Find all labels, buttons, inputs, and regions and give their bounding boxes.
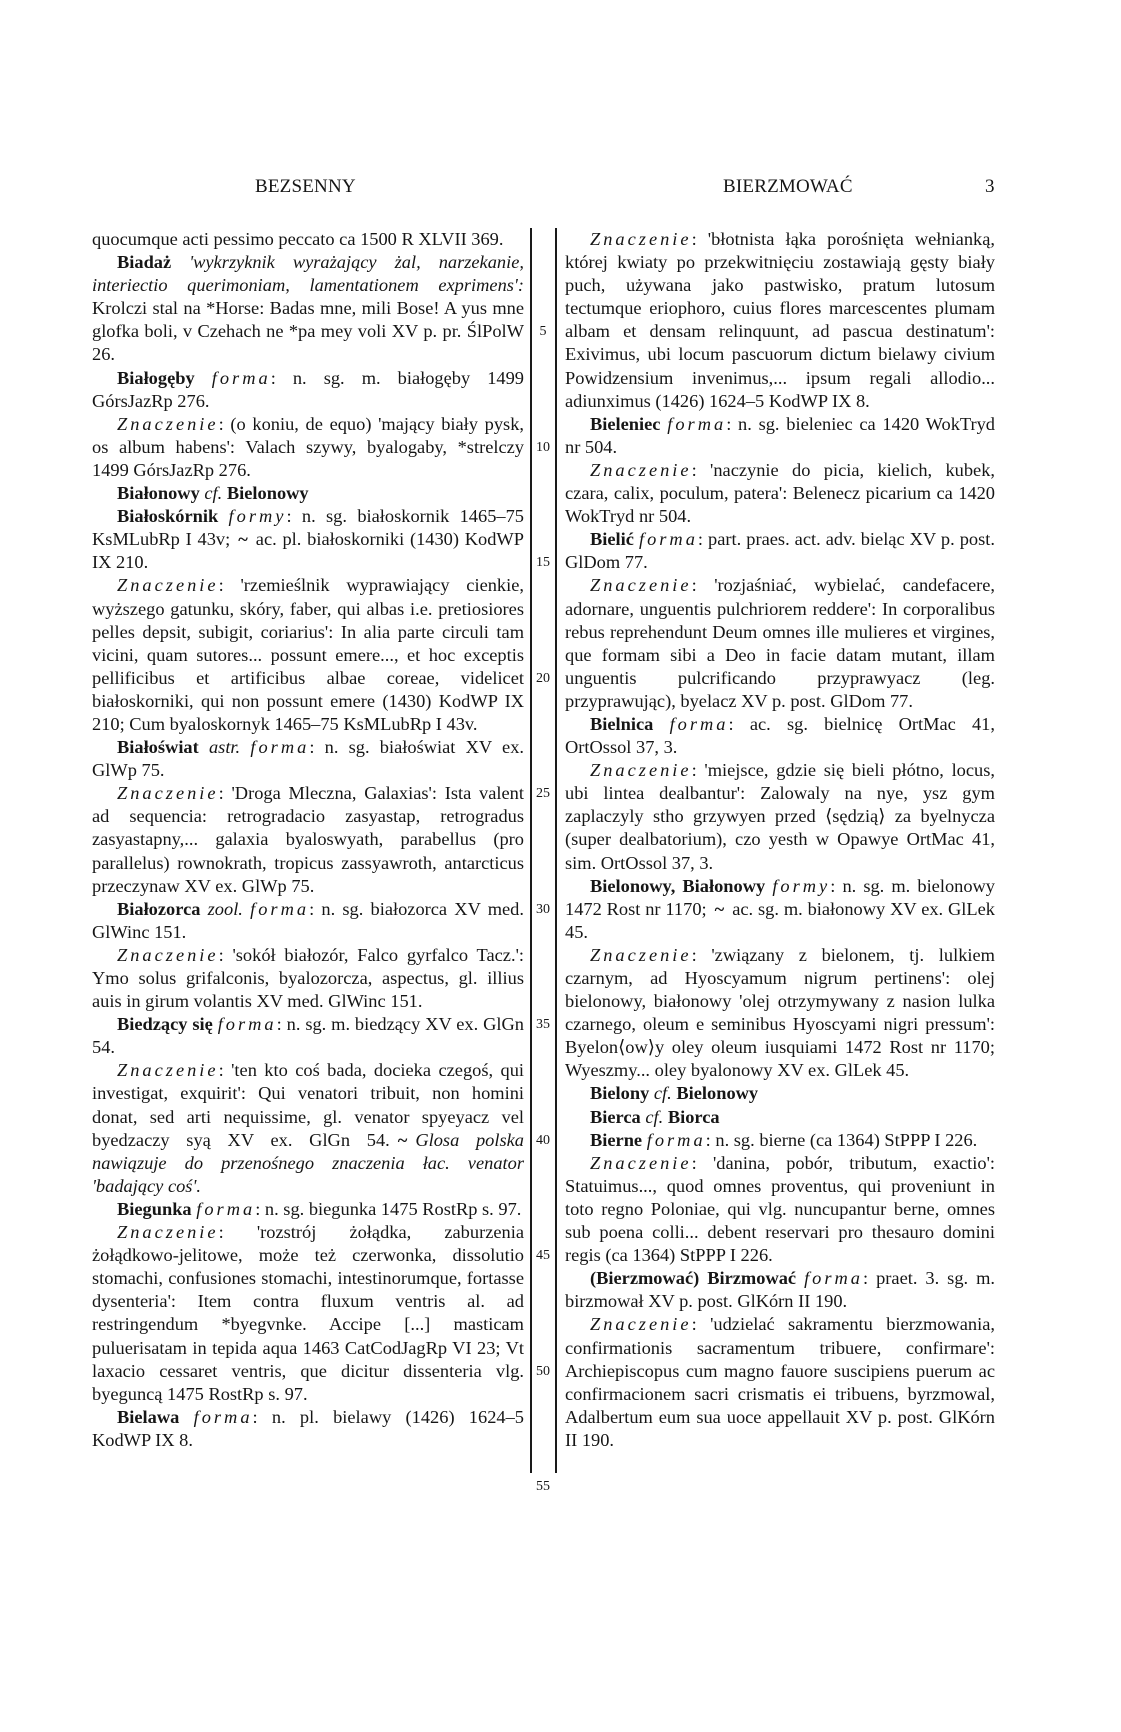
entry-bialoskornik: Białoskórnik formy: n. sg. białoskornik 1465–75 KsMLubRp I 43v; ~ ac. pl. białoskorniki (1430) KodWP IX 210. [92, 506, 524, 573]
running-head-right: BIERZMOWAĆ [723, 176, 853, 197]
forma-text: n. sg. białozorca XV med. GlWinc 151. [92, 898, 524, 942]
entry-bialogeby: Białogęby forma: n. sg. m. białogęby 1499 GórsJazRp 276. [92, 367, 524, 411]
znaczenie-label: Znaczenie [117, 1222, 219, 1243]
entry-biedzacy-sie: Biedzący się forma: n. sg. m. biedzący XV ex. GlGn 54. [92, 1014, 524, 1058]
entry-bierne: Bierne forma: n. sg. bierne (ca 1364) StPPP I 226. [590, 1129, 978, 1150]
forma-label: forma [669, 713, 729, 734]
znaczenie-bialoskornik: Znaczenie: 'rzemieślnik wyprawiający cienkie, wyższego gatunku, skóry, faber, qui albas i.e. pretiosiores pelles depsit, subigit, coriarius': In alia parte circuli tam vicini, quam sutores... possunt emere..., et hoc exceptis pellificibus et artificibus albae coreae, videlicet białoskorniki, qui non possunt emere (1430) KodWP IX 210; Cum byaloskornyk 1465–75 KsMLubRp I 43v. [92, 575, 524, 734]
crossref-target[interactable]: Bielonowy [676, 1083, 759, 1104]
znaczenie-label: Znaczenie [590, 760, 692, 781]
line-number: 5 [539, 324, 547, 340]
tilde-separator: ~ [714, 898, 725, 919]
tilde-separator: ~ [238, 529, 248, 550]
znaczenie-label: Znaczenie [590, 229, 692, 249]
crossref: cf. [653, 1083, 672, 1104]
znaczenie-bialoswiat: Znaczenie: 'Droga Mleczna, Galaxias': Ista valent ad sequencia: retrogradacio zasyastap, retrogradus zasyastapny,... galaxia byaloswyath, parabellus (pro parallelus) rownokrath, tropicus zassyawroth, antarcticus przeczynaw XV ex. GlWp 75. [92, 783, 524, 896]
znaczenie-text: 'miejsce, gdzie się bieli płótno, locus, ubi lintea dealbantur': Zalowaly na nye, ysz gym zaplaczyly stho grzywyen przed ⟨sędzią⟩ za byelnycza (super dealbatorium), czo yesth w Opawye OrtMac 41, sim. OrtOssol 37, 3. [565, 760, 995, 873]
znaczenie-text: (o koniu, de equo) 'mający biały pysk, os album habens': Valach szywy, byalogaby, *strelczy 1499 GórsJazRp 276. [92, 413, 524, 480]
entry-bielawa: Bielawa forma: n. pl. bielawy (1426) 1624–5 KodWP IX 8. [92, 1406, 524, 1450]
forma-text: n. sg. bierne (ca 1364) StPPP I 226. [715, 1129, 978, 1150]
line-number: 15 [536, 555, 550, 571]
znaczenie-bierzmowac: Znaczenie: 'udzielać sakramentu bierzmowania, confirmationis sacramentum tribuere, confirmare': Archiepiscopus cum magno fauore suscipiens puerum ac confirmacionem sacri crismatis ei tribuens, byrzmowal, Adalbertum eum sua uoce appellauit XV p. post. GlKórn II 190. [565, 1314, 995, 1450]
headword: Białozorca [117, 898, 201, 919]
line-number: 20 [536, 670, 550, 686]
znaczenie-label: Znaczenie [117, 413, 219, 434]
entry-bieleniec: Bieleniec forma: n. sg. bieleniec ca 1420 WokTryd nr 504. [565, 413, 995, 457]
znaczenie-text: 'Droga Mleczna, Galaxias': Ista valent ad sequencia: retrogradacio zasyastap, retrogradus zasyastapny,... galaxia byaloswyath, parabellus (pro parallelus) rownokrath, tropicus zassyawroth, antarcticus przeczynaw XV ex. GlWp 75. [92, 783, 524, 896]
line-number: 25 [536, 786, 550, 802]
entry-bielic: Bielić forma: part. praes. act. adv. bieląc XV p. post. GlDom 77. [565, 529, 995, 573]
forma-text: n. pl. bielawy (1426) 1624–5 KodWP IX 8. [92, 1406, 524, 1450]
headword: Bielonowy, Białonowy [590, 875, 766, 896]
znaczenie-bialozorca: Znaczenie: 'sokół białozór, Falco gyrfalco Tacz.': Ymo solus grifalconis, byalozorcza, aspectus, gl. illius auis in girum volantis XV med. GlWinc 151. [92, 944, 524, 1012]
forma-label: forma [217, 1014, 277, 1035]
forma-label: forma [193, 1406, 253, 1427]
page-number: 3 [985, 176, 995, 197]
znaczenie-text: 'naczynie do picia, kielich, kubek, czara, calix, poculum, patera': Belenecz picarium ca 1420 WokTryd nr 504. [565, 459, 995, 527]
forma-label: forma [196, 1198, 256, 1219]
formy-text: n. sg. białoskornik 1465–75 KsMLubRp I 43v; [92, 506, 524, 550]
left-column [92, 228, 524, 1452]
znaczenie-bielnica: Znaczenie: 'miejsce, gdzie się bieli płótno, locus, ubi lintea dealbantur': Zalowaly na nye, ysz gym zaplaczyly stho grzywyen przed ⟨sędzią⟩ za byelnycza (super dealbatorium), czo yesth w Opawye OrtMac 41, sim. OrtOssol 37, 3. [565, 760, 995, 873]
line-number: 45 [536, 1248, 550, 1264]
line-number: 10 [536, 439, 550, 455]
forma-label: forma [804, 1268, 864, 1289]
line-number: 40 [536, 1132, 550, 1148]
forma-text: part. praes. act. adv. bieląc XV p. post. GlDom 77. [565, 529, 995, 573]
headword: Białoskórnik [117, 506, 219, 527]
znaczenie-label: Znaczenie [590, 575, 692, 596]
formy-text: n. sg. m. bielonowy 1472 Rost nr 1170; [565, 875, 996, 919]
entry-biegunka: Biegunka forma: n. sg. biegunka 1475 RostRp s. 97. [117, 1198, 522, 1219]
running-head-left: BEZSENNY [255, 176, 356, 197]
formy-text-2: ac. pl. białoskorniki (1430) KodWP IX 210. [92, 529, 524, 573]
line-number: 55 [536, 1479, 550, 1495]
forma-text: n. sg. m. biedzący XV ex. GlGn 54. [92, 1014, 524, 1058]
headword: Bielony [590, 1083, 650, 1104]
forma-text: ac. sg. bielnicę OrtMac 41, OrtOssol 37, 3. [565, 713, 995, 758]
znaczenie-text: 'rzemieślnik wyprawiający cienkie, wyższego gatunku, skóry, faber, qui albas i.e. pretiosiores pelles depsit, subigit, coriarius': In alia parte circuli tam vicini, quam sutores... possunt emere..., et hoc exceptis pellificibus et artificibus albae coreae, videlicet białoskorniki, qui non possunt emere (1430) KodWP IX 210; Cum byaloskornyk 1465–75 KsMLubRp I 43v. [92, 575, 524, 734]
qualifier: zool. [207, 898, 243, 919]
znaczenie-bieleniec: Znaczenie: 'naczynie do picia, kielich, kubek, czara, calix, poculum, patera': Belenecz picarium ca 1420 WokTryd nr 504. [565, 459, 995, 527]
entry-bialonowy [92, 482, 524, 505]
forma-text: n. sg. bieleniec ca 1420 WokTryd nr 504. [565, 413, 995, 457]
definition: 'wykrzyknik wyrażający żal, narzekanie, interiectio querimoniam, lamentationem exprimens': [92, 252, 524, 296]
forma-label: forma [211, 367, 271, 388]
znaczenie-label: Znaczenie [590, 459, 692, 480]
znaczenie-text: 'rozstrój żołądka, zaburzenia żołądkowo-jelitowe, może też czerwonka, dissolutio stomachi, confusiones stomachi, intestinorumque, fortasse dysenteria': Item contra fluxum ventris al. ad restringendum *byegvnke. Accipe [...] masticam puluerisatam in tepida aqua 1463 CatCodJagRp VI 23; Vt laxacio cessaret ventris, que dicitur dissenteria vlg. byeguncą 1475 RostRp s. 97. [92, 1222, 524, 1404]
line-number: 35 [536, 1017, 550, 1033]
entry-bielonowy: Bielonowy, Białonowy formy: n. sg. m. bielonowy 1472 Rost nr 1170; ~ ac. sg. m. białonowy XV ex. GlLek 45. [565, 875, 996, 942]
znaczenie-label: Znaczenie [117, 783, 219, 804]
headword: Bierca [590, 1106, 641, 1127]
headword: (Bierzmować) Birzmować [590, 1268, 797, 1289]
qualifier: astr. [208, 737, 241, 758]
headword: Białoświat [117, 737, 199, 758]
znaczenie-bialogeby: Znaczenie: (o koniu, de equo) 'mający biały pysk, os album habens': Valach szywy, byalogaby, *strelczy 1499 GórsJazRp 276. [92, 413, 524, 480]
entry-bierzmowac: (Bierzmować) Birzmować forma: praet. 3. sg. m. birzmował XV p. post. GlKórn II 190. [565, 1268, 995, 1312]
znaczenie-text: 'rozjaśniać, wybielać, candefacere, adornare, unguentis pulchriorem reddere': In corporalibus rebus reprehendunt Deum omnes ille mulieres et virgines, que formam sibi a Deo in facie datam mutant, illam unguentis pulcrificando przyprawyacz (leg. przyprawując), byelacz XV p. post. GlDom 77. [565, 575, 995, 711]
znaczenie-bielonowy: Znaczenie: 'związany z bielonem, tj. lulkiem czarnym, ad Hyoscyamum nigrum pertinens': olej bielonowy, białonowy 'olej otrzymywany z nasion lulka czarnego, oleum e seminibus Hyoscyami nigri pressum': Byelon⟨ow⟩y oley oleum iusquiami 1472 Rost nr 1170; Wyeszmy... oley byalonowy XV ex. GlLek 45. [565, 944, 995, 1081]
forma-text: praet. 3. sg. m. birzmował XV p. post. GlKórn II 190. [565, 1268, 995, 1312]
znaczenie-text: 'ten kto coś bada, docieka czegoś, qui investigat, exquirit': Qui venatori tribuit, non homini donat, sed arti nequissime, gl. venator spyeyacz vel byedzaczy syą XV ex. GlGn 54. [92, 1060, 524, 1150]
headword: Bierne [590, 1129, 643, 1150]
forma-text: n. sg. białoświat XV ex. GlWp 75. [92, 737, 524, 781]
headword: Białogęby [117, 367, 195, 388]
znaczenie-biedzacy-sie: Znaczenie: 'ten kto coś bada, docieka czegoś, qui investigat, exquirit': Qui venatori tribuit, non homini donat, sed arti nequissime, gl. venator spyeyacz vel byedzaczy syą XV ex. GlGn 54. ~ Glosa polska nawiązuje do przenośnego znaczenia łac. venator 'badający coś'. [92, 1060, 524, 1196]
znaczenie-label: Znaczenie [117, 944, 219, 965]
entry-biadaz [92, 251, 524, 366]
crossref-target[interactable]: Bielonowy [226, 483, 309, 504]
znaczenie-bielic: Znaczenie: 'rozjaśniać, wybielać, candefacere, adornare, unguentis pulchriorem reddere': In corporalibus rebus reprehendunt Deum omnes ille mulieres et virgines, que formam sibi a Deo in facie datam mutant, illam unguentis pulcrificando przyprawyacz (leg. przyprawując), byelacz XV p. post. GlDom 77. [565, 575, 995, 711]
forma-label: forma [646, 1129, 706, 1150]
headword: Biadaż [117, 252, 172, 273]
znaczenie-text: 'udzielać sakramentu bierzmowania, confirmationis sacramentum tribuere, confirmare': Archiepiscopus cum magno fauore suscipiens puerum ac confirmacionem sacri crismatis ei tribuens, byrzmowal, Adalbertum eum sua uoce appellauit XV p. post. GlKórn II 190. [565, 1314, 995, 1450]
headword: Białonowy [117, 483, 200, 504]
line-number: 30 [536, 901, 550, 917]
headword: Bielawa [117, 1406, 180, 1427]
formy-label: formy [228, 506, 287, 527]
headword: Bielić [590, 529, 634, 550]
right-column [565, 228, 995, 1452]
editorial-note: Glosa polska nawiązuje do przenośnego znaczenia łac. venator 'badający coś'. [92, 1129, 524, 1196]
forma-label: forma [250, 898, 310, 919]
znaczenie-label: Znaczenie [117, 1060, 219, 1081]
crossref: cf. [645, 1106, 664, 1127]
headword: Bielnica [590, 713, 654, 734]
headword: Bieleniec [590, 413, 661, 434]
line-number: 50 [536, 1363, 550, 1379]
forma-label: forma [638, 529, 698, 550]
znaczenie-label: Znaczenie [590, 944, 692, 965]
znaczenie-text: 'związany z bielonem, tj. lulkiem czarnym, ad Hyoscyamum nigrum pertinens': olej bielonowy, białonowy 'olej otrzymywany z nasion lulka czarnego, oleum e seminibus Hyoscyami nigri pressum': Byelon⟨ow⟩y oley oleum iusquiami 1472 Rost nr 1170; Wyeszmy... oley byalonowy XV ex. GlLek 45. [565, 944, 995, 1081]
znaczenie-text: 'danina, pobór, tributum, exactio': Statuimus..., quod omnes proventus, qui proveniunt in toto regno Poloniae, qui vlg. nuncupantur berne, omnes sub poena colli... debent reservari pro thesauro domini regis (ca 1364) StPPP I 226. [565, 1152, 995, 1266]
column-rule-right [555, 228, 557, 1473]
headword: Biedzący się [117, 1014, 213, 1035]
crossref-target[interactable]: Biorca [667, 1106, 720, 1127]
znaczenie-label: Znaczenie [117, 575, 219, 596]
znaczenie-biegunka: Znaczenie: 'rozstrój żołądka, zaburzenia żołądkowo-jelitowe, może też czerwonka, dissolutio stomachi, confusiones stomachi, intestinorumque, fortasse dysenteria': Item contra fluxum ventris al. ad restringendum *byegvnke. Accipe [...] masticam puluerisatam in tepida aqua 1463 CatCodJagRp VI 23; Vt laxacio cessaret ventris, que dicitur dissenteria vlg. byeguncą 1475 RostRp s. 97. [92, 1222, 524, 1404]
forma-label: forma [250, 737, 310, 758]
tilde-separator: ~ [397, 1129, 408, 1150]
quotation: Krolczi stal na *Horse: Badas mne, mili Bose! A yus mne glofka boli, v Czehach ne *pa mey voli XV p. pr. ŚlPolW 26. [92, 298, 524, 365]
column-rule-left [530, 228, 532, 1473]
crossref: cf. [204, 483, 223, 504]
headword: Biegunka [117, 1198, 192, 1219]
continuation-text: quocumque acti pessimo peccato ca 1500 R XLVII 369. [92, 229, 504, 249]
forma-label: forma [667, 413, 727, 434]
znaczenie-bierne: Znaczenie: 'danina, pobór, tributum, exactio': Statuimus..., quod omnes proventus, qui proveniunt in toto regno Poloniae, qui vlg. nuncupantur berne, omnes sub poena colli... debent reservari pro thesauro domini regis (ca 1364) StPPP I 226. [565, 1152, 995, 1266]
entry-bielnica: Bielnica forma: ac. sg. bielnicę OrtMac 41, OrtOssol 37, 3. [565, 713, 995, 758]
entry-bierca [565, 1106, 995, 1129]
entry-bialozorca: Białozorca zool. forma: n. sg. białozorca XV med. GlWinc 151. [92, 898, 524, 942]
entry-bialoswiat: Białoświat astr. forma: n. sg. białoświat XV ex. GlWp 75. [92, 737, 524, 781]
znaczenie-text: 'błotnista łąka porośnięta wełnianką, której kwiaty po przekwitnięciu zostawiają gęsty biały puch, używana jako pastwisko, pratum lutosum tectumque eriophoro, cuius flores marcescentes plumam albam et densam relinquunt, ad pascua destinatum': Exivimus, ubi locum pascuorum dictum bielawy civium Powidzensium invenimus,... ipsum regali allodio... adiunximus (1426) 1624–5 KodWP IX 8. [565, 229, 995, 411]
znaczenie-bielawa: Znaczenie: 'błotnista łąka porośnięta wełnianką, której kwiaty po przekwitnięciu zostawiają gęsty biały puch, używana jako pastwisko, pratum lutosum tectumque eriophoro, cuius flores marcescentes plumam albam et densam relinquunt, ad pascua destinatum': Exivimus, ubi locum pascuorum dictum bielawy civium Powidzensium invenimus,... ipsum regali allodio... adiunximus (1426) 1624–5 KodWP IX 8. [565, 229, 995, 411]
znaczenie-label: Znaczenie [590, 1314, 692, 1335]
entry-bielony [565, 1082, 995, 1105]
forma-text: n. sg. biegunka 1475 RostRp s. 97. [264, 1198, 522, 1219]
formy-label: formy [772, 875, 831, 896]
znaczenie-text: 'sokół białozór, Falco gyrfalco Tacz.': Ymo solus grifalconis, byalozorcza, aspectus, gl. illius auis in girum volantis XV med. GlWinc 151. [92, 944, 524, 1012]
formy-text-2: ac. sg. m. białonowy XV ex. GlLek 45. [565, 898, 995, 942]
forma-text: n. sg. m. białogęby 1499 GórsJazRp 276. [92, 367, 524, 411]
znaczenie-label: Znaczenie [590, 1152, 692, 1173]
